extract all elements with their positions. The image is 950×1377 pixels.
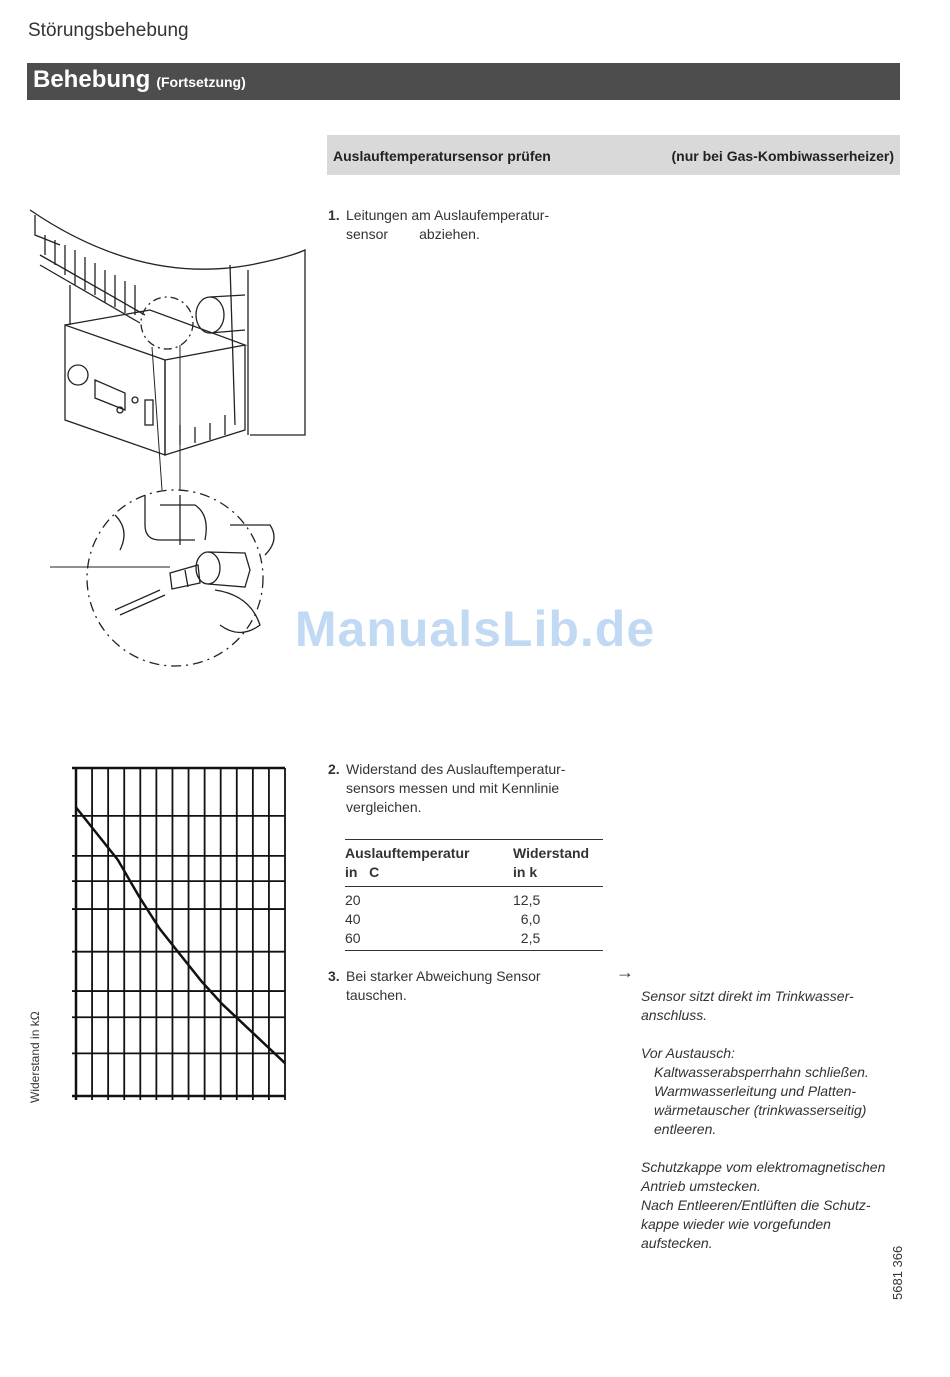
step-2-line: sensors messen und mit Kennlinie [346, 780, 560, 796]
table-cell: 60 [345, 930, 361, 946]
header-line: Widerstand [513, 845, 590, 861]
note-line: aufstecken. [641, 1235, 713, 1251]
banner-title: Behebung [33, 66, 151, 93]
table-cell: 12,5 [513, 892, 541, 908]
step-1-line: sensor abziehen. [346, 226, 480, 242]
table-header-temperature [345, 840, 513, 887]
procedure-scope: (nur bei Gas-Kombiwasserheizer) [671, 148, 894, 164]
step-3-number: 3. [328, 968, 340, 984]
note-line: Vor Austausch: [641, 1045, 735, 1061]
note-line: anschluss. [641, 1007, 708, 1023]
table-cell: 20 [345, 892, 361, 908]
note-line: Schutzkappe vom elektromagnetischen [641, 1159, 886, 1175]
notes-block [641, 987, 911, 1253]
step-2-line: Widerstand des Auslauftemperatur- [346, 761, 566, 777]
note-line: kappe wieder wie vorgefunden [641, 1216, 831, 1232]
note-line: Nach Entleeren/Entlüften die Schutz- [641, 1197, 871, 1213]
banner-subtitle: (Fortsetzung) [156, 74, 246, 90]
table-row [345, 891, 603, 910]
note-line: Antrieb umstecken. [641, 1178, 761, 1194]
step-3 [328, 967, 608, 1007]
table-cell: 2,5 [513, 930, 541, 946]
step-1-line: Leitungen am Auslaufemperatur- [346, 207, 550, 223]
chart-y-label: Widerstand in kΩ [28, 1011, 42, 1103]
step-2-line: vergleichen. [346, 799, 422, 815]
step-2-number: 2. [328, 761, 340, 777]
step-1 [328, 206, 608, 246]
header-line: Auslauftemperatur [345, 845, 470, 861]
arrow-icon: → [616, 962, 634, 982]
resistance-table-wrap [345, 839, 603, 951]
note-line: Warmwasserleitung und Platten- [654, 1083, 857, 1099]
note-line: Sensor sitzt direkt im Trinkwasser- [641, 988, 854, 1004]
step-1-number: 1. [328, 207, 340, 223]
step-2 [328, 760, 608, 820]
note-line: entleeren. [654, 1121, 717, 1137]
step-3-line: tauschen. [346, 987, 407, 1003]
table-cell: 6,0 [513, 911, 541, 927]
resistance-curve-chart [70, 762, 292, 1102]
document-number: 5681 366 [890, 1245, 905, 1300]
watermark: ManualsLib.de [294, 601, 656, 657]
note-line: Kaltwasserabsperrhahn schließen. [654, 1064, 869, 1080]
note-line: wärmetauscher (trinkwasserseitig) [654, 1102, 867, 1118]
table-row [345, 929, 603, 948]
section-title: Störungsbehebung [28, 20, 189, 41]
table-header-resistance [513, 840, 603, 887]
procedure-heading [327, 135, 900, 175]
section-banner [27, 63, 900, 100]
resistance-table [345, 839, 603, 951]
procedure-title: Auslauftemperatursensor prüfen [333, 148, 551, 164]
table-row [345, 910, 603, 929]
header-line: in C [345, 864, 380, 880]
step-3-line: Bei starker Abweichung Sensor [346, 968, 541, 984]
table-cell: 40 [345, 911, 361, 927]
header-line: in k [513, 864, 538, 880]
